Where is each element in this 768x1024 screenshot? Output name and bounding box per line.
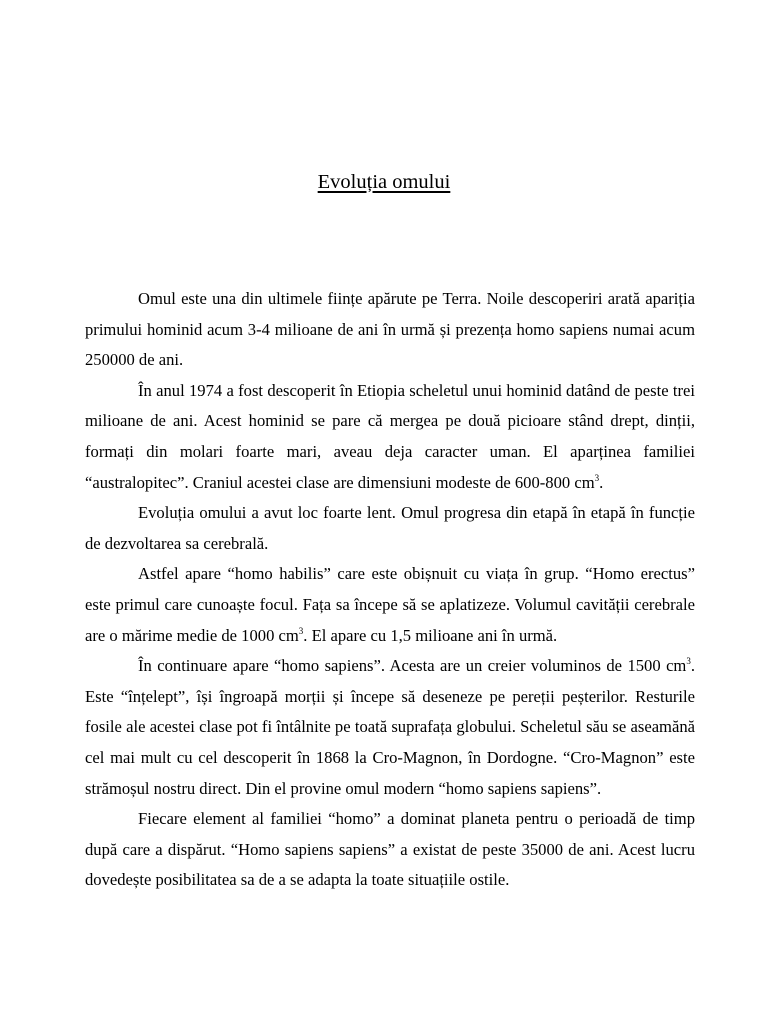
paragraph-4-text-end: . El apare cu 1,5 milioane ani în urmă. [303,625,558,645]
document-body [85,284,695,896]
paragraph-1-text: Omul este una din ultimele ființe apărute pe Terra. Noile descoperiri arată apariția primului hominid acum 3-4 milioane de ani în urmă și prezența homo sapiens numai acum 250000 de ani. [85,289,695,370]
paragraph-4 [85,559,695,651]
paragraph-5-text: În continuare apare “homo sapiens”. Acesta are un creier voluminos de 1500 cm [138,656,687,676]
superscript-exponent: 3 [298,625,304,636]
paragraph-6 [85,804,695,896]
paragraph-1 [85,284,695,376]
paragraph-3-text: Evoluția omului a avut loc foarte lent. Omul progresa din etapă în etapă în funcție de dezvoltarea sa cerebrală. [85,503,695,553]
superscript-exponent: 3 [594,472,600,483]
paragraph-2-text: În anul 1974 a fost descoperit în Etiopia scheletul unui hominid datând de peste trei milioane de ani. Acest hominid se pare că mergea pe două picioare stând drept, dinții, formați din molari foarte mari, aveau deja caracter uman. El aparținea familiei “australopitec”. Craniul acestei clase are dimensiuni modeste de 600-800 cm [85,380,695,492]
paragraph-2 [85,376,695,498]
document-title: Evoluția omului [317,171,451,193]
paragraph-2-text-end: . [599,472,604,492]
paragraph-3 [85,498,695,559]
paragraph-4-text: Astfel apare “homo habilis” care este obișnuit cu viața în grup. “Homo erectus” este primul care cunoaște focul. Fața sa începe să se aplatizeze. Volumul cavității cerebrale are o mărime medie de 1000 cm [85,564,695,645]
paragraph-5-text-end: . Este “înțelept”, își îngroapă morții și începe să deseneze pe pereții peșterilor. Resturile fosile ale acestei clase pot fi întâlnite pe toată suprafața globului. Scheletul său se aseamănă cel mai mult cu cel descoperit în 1868 la Cro-Magnon, în Dordogne. “Cro-Magnon” este strămoșul nostru direct. Din el provine omul modern “homo sapiens sapiens”. [85,656,695,798]
superscript-exponent: 3 [686,656,691,667]
paragraph-6-text: Fiecare element al familiei “homo” a dominat planeta pentru o perioadă de timp după care a dispărut. “Homo sapiens sapiens” a existat de peste 35000 de ani. Acest lucru dovedește posibilitatea sa de a se adapta la toate situațiile ostile. [85,809,695,890]
paragraph-5 [85,651,695,804]
